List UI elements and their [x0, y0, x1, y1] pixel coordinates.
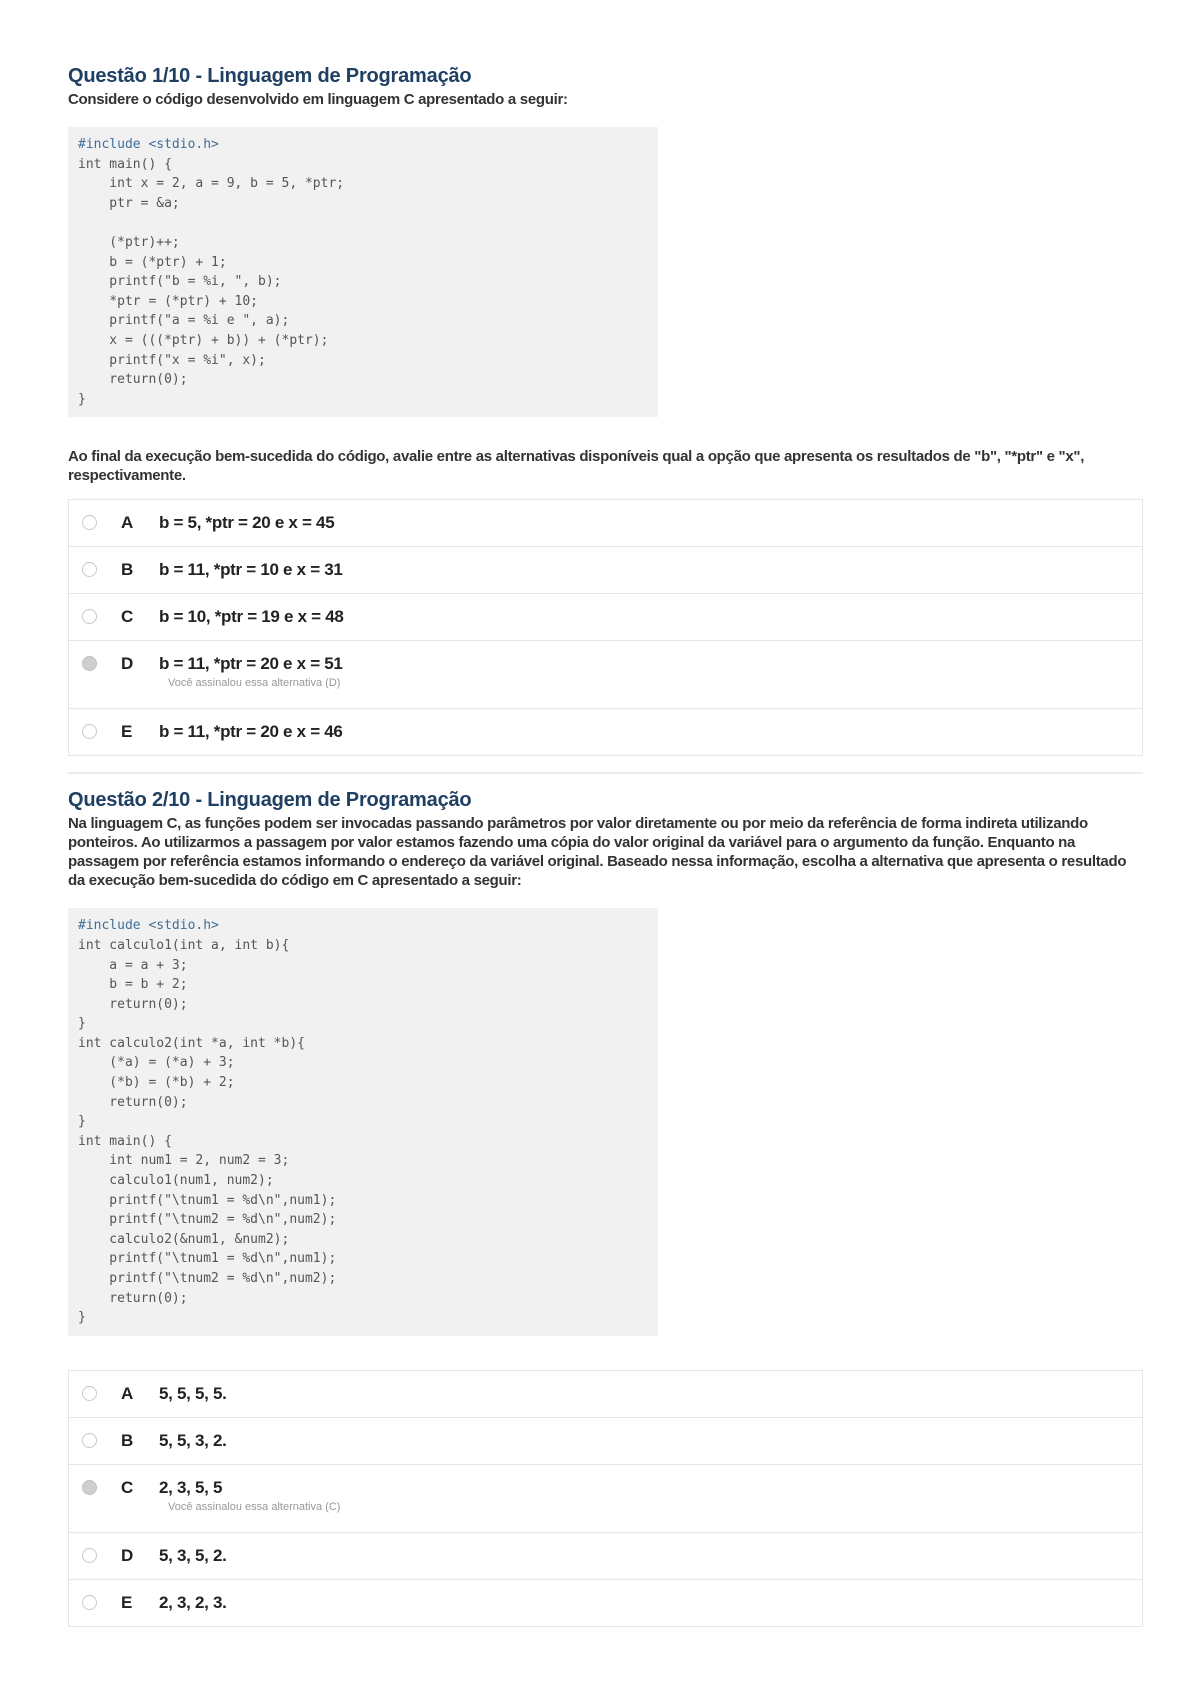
code-line: printf("\tnum1 = %d\n",num1); — [78, 1192, 337, 1208]
question-1-prompt: Ao final da execução bem-sucedida do código, avalie entre as alternativas disponíveis qual a opção que apresenta os resultados de "b", "*ptr" e "x", respectivamente. — [68, 448, 1085, 485]
code-line — [78, 213, 648, 233]
code-line: int calculo2(int *a, int *b){ — [78, 1035, 305, 1051]
option-text: 2, 3, 5, 5 — [159, 1477, 223, 1497]
option-e[interactable] — [68, 709, 1143, 756]
option-c[interactable] — [68, 1465, 1143, 1533]
option-b[interactable] — [68, 547, 1143, 594]
code-line: x = (((*ptr) + b)) + (*ptr); — [78, 332, 329, 348]
question-1-options — [68, 499, 1143, 756]
code-line: return(0); — [78, 372, 188, 388]
code-line: printf("\tnum2 = %d\n",num2); — [78, 1212, 337, 1228]
option-text: b = 11, *ptr = 10 e x = 31 — [159, 560, 343, 580]
question-1 — [68, 64, 1143, 756]
option-letter: B — [121, 1430, 134, 1450]
code-line: } — [78, 1114, 86, 1130]
radio-button[interactable] — [82, 1433, 97, 1448]
option-text: 5, 5, 3, 2. — [159, 1430, 227, 1450]
code-line: #include <stdio.h> — [78, 137, 219, 152]
selected-answer-note: Você assinalou essa alternativa (C) — [168, 1500, 341, 1513]
option-d[interactable] — [68, 1533, 1143, 1580]
code-line: return(0); — [78, 1290, 188, 1306]
option-a[interactable] — [68, 500, 1143, 547]
option-letter: E — [121, 722, 133, 742]
code-line: int x = 2, a = 9, b = 5, *ptr; — [78, 176, 345, 192]
code-line: printf("\tnum2 = %d\n",num2); — [78, 1271, 337, 1286]
code-line: b = (*ptr) + 1; — [78, 254, 227, 270]
option-letter: D — [121, 1545, 134, 1565]
option-letter: A — [121, 513, 134, 533]
code-line: ptr = &a; — [78, 195, 180, 211]
code-line: } — [78, 1310, 86, 1326]
option-letter: E — [121, 1592, 133, 1612]
option-c[interactable] — [68, 594, 1143, 641]
option-text: b = 5, *ptr = 20 e x = 45 — [159, 513, 335, 533]
code-line: *ptr = (*ptr) + 10; — [78, 293, 259, 309]
code-line: (*b) = (*b) + 2; — [78, 1075, 235, 1091]
question-2-code-block — [68, 908, 658, 1335]
code-line: #include <stdio.h> — [78, 918, 219, 934]
option-letter: B — [121, 560, 134, 580]
option-letter: C — [121, 607, 134, 627]
radio-button[interactable] — [82, 1595, 97, 1610]
radio-button-selected[interactable] — [82, 656, 97, 671]
question-2 — [68, 788, 1143, 1626]
radio-button[interactable] — [82, 562, 97, 577]
radio-button[interactable] — [82, 1548, 97, 1563]
code-line: } — [78, 391, 86, 407]
code-line: b = b + 2; — [78, 977, 188, 993]
code-line: printf("\tnum1 = %d\n",num1); — [78, 1251, 337, 1267]
code-line: int num1 = 2, num2 = 3; — [78, 1153, 290, 1169]
question-2-title: Questão 2/10 - Linguagem de Programação — [68, 789, 472, 812]
question-2-options — [68, 1370, 1143, 1627]
question-1-code-block — [68, 127, 658, 417]
option-text: 5, 3, 5, 2. — [159, 1545, 227, 1565]
question-1-title: Questão 1/10 - Linguagem de Programação — [68, 65, 472, 87]
option-text: b = 11, *ptr = 20 e x = 51 — [159, 654, 343, 674]
option-letter: A — [121, 1383, 134, 1403]
option-b[interactable] — [68, 1418, 1143, 1465]
option-text: 5, 5, 5, 5. — [159, 1383, 227, 1403]
code-line: (*ptr)++; — [78, 234, 180, 250]
radio-button[interactable] — [82, 609, 97, 624]
code-line: return(0); — [78, 996, 188, 1012]
code-line: int main() { — [78, 156, 172, 172]
question-2-intro: Na linguagem C, as funções podem ser invocadas passando parâmetros por valor diretamente ou por meio da referência de forma indireta utilizando ponteiros. Ao utilizarmos a passagem por valor estamos fazendo uma cópia do valor original da variável para o argumento da função. Enquanto na passagem por referência estamos informando o endereço da variável original. Baseado nessa informação, escolha a alternativa que apresenta o resultado da execução bem-sucedida do código em C apresentado a seguir: — [68, 815, 1127, 890]
option-letter: C — [121, 1477, 134, 1497]
quiz-page — [68, 64, 1143, 1627]
option-e[interactable] — [68, 1580, 1143, 1627]
option-text: b = 11, *ptr = 20 e x = 46 — [159, 722, 343, 742]
radio-button[interactable] — [82, 724, 97, 739]
code-line: a = a + 3; — [78, 957, 188, 973]
code-line: (*a) = (*a) + 3; — [78, 1055, 235, 1071]
selected-answer-note: Você assinalou essa alternativa (D) — [168, 677, 341, 690]
option-a[interactable] — [68, 1371, 1143, 1418]
radio-button-selected[interactable] — [82, 1480, 97, 1495]
option-d[interactable] — [68, 641, 1143, 709]
code-line: int main() { — [78, 1133, 172, 1149]
code-line: int calculo1(int a, int b){ — [78, 937, 290, 953]
radio-button[interactable] — [82, 1386, 97, 1401]
code-line: printf("x = %i", x); — [78, 352, 266, 368]
option-text: b = 10, *ptr = 19 e x = 48 — [159, 607, 344, 627]
code-line: calculo2(&num1, &num2); — [78, 1231, 290, 1247]
code-line: printf("b = %i, ", b); — [78, 274, 282, 290]
option-text: 2, 3, 2, 3. — [159, 1592, 227, 1612]
code-line: } — [78, 1016, 86, 1032]
code-line: calculo1(num1, num2); — [78, 1173, 274, 1189]
question-1-intro: Considere o código desenvolvido em linguagem C apresentado a seguir: — [68, 91, 568, 108]
code-line: return(0); — [78, 1094, 188, 1110]
question-divider — [68, 772, 1143, 774]
code-line: printf("a = %i e ", a); — [78, 313, 290, 329]
option-letter: D — [121, 654, 134, 674]
radio-button[interactable] — [82, 515, 97, 530]
